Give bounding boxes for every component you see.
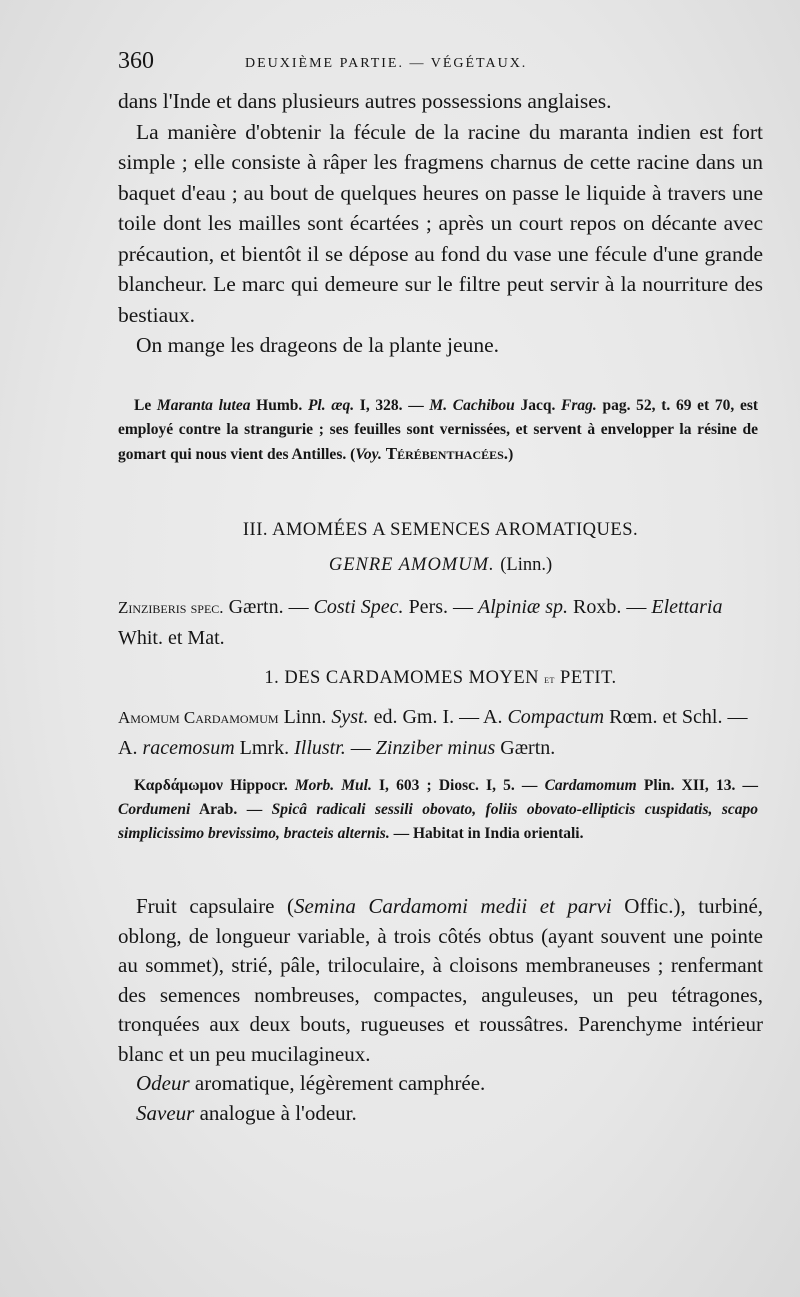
running-header: [118, 48, 758, 78]
section-heading-block: [118, 520, 763, 541]
page-number: 360: [118, 48, 154, 74]
species-synonymy: Amomum Cardamomum Linn. Syst. ed. Gm. I. — A. Compactum Rœm. et Schl. — A. racemosum Lmrk. Illustr. — Zinziber minus Gærtn.: [118, 706, 748, 759]
section-heading: III. AMOMÉES A SEMENCES AROMATIQUES.: [242, 520, 639, 540]
continuation-line: dans l'Inde et dans plusieurs autres possessions anglaises.: [118, 89, 612, 113]
species-name: Amomum Cardamomum: [118, 708, 279, 727]
genre-heading-block: [118, 555, 763, 576]
running-title: DEUXIÈME PARTIE. — VÉGÉTAUX.: [245, 56, 528, 71]
taxon-cachibou: M. Cachibou: [429, 397, 515, 414]
intro-block: [118, 86, 763, 361]
description-block: [118, 892, 763, 1128]
species-block: [118, 702, 763, 763]
paragraph-fecule: La manière d'obtenir la fécule de la racine du maranta indien est fort simple ; elle consiste à râper les fragmens charnus de cette racine dans un baquet d'eau ; au bout de quelques heures on passe le liquide à travers une toile dont les mailles sont écartées ; après un court repos on décante avec précaution, et bientôt il se dépose au fond du vase une fécule d'une grande blancheur. Le marc qui demeure sur le filtre peut servir à la nourriture des bestiaux.: [118, 119, 763, 327]
greek-name: Καρδάμωμον: [134, 777, 223, 794]
synonyms-block: [118, 592, 763, 653]
footnote-maranta: Le Maranta lutea Humb. Pl. æq. I, 328. — M. Cachibou Jacq. Frag. pag. 52, t. 69 et 70, est employé contre la strangurie ; ses feuilles sont vernissées, et servent à envelopper la résine de gomart qui nous vient des Antilles. (Voy. Térébenthacées.): [118, 397, 759, 463]
latin-diagnosis: Spicâ radicali sessili obovato, foliis obovato-ellipticis cuspidatis, scapo simplicissimo brevissimo, bracteis alternis.: [118, 801, 759, 842]
subsection-heading-block: [118, 668, 763, 689]
paragraph-fruit: Fruit capsulaire (Semina Cardamomi medii et parvi Offic.), turbiné, oblong, de longueur variable, à trois côtés obtus (ayant souvent une pointe au sommet), strié, pâle, triloculaire, à cloisons membraneuses ; renfermant des semences nombreuses, compactes, anguleuses, un peu tétragones, tronquées aux deux bouts, rugueuses et roussâtres. Parenchyme intérieur blanc et un peu mucilagineux.: [118, 894, 764, 1066]
genre-heading: GENRE AMOMUM. (Linn.): [328, 555, 553, 575]
synonyms: Zinziberis spec. Gærtn. — Costi Spec. Pers. — Alpiniæ sp. Roxb. — Elettaria Whit. et Mat.: [118, 596, 723, 649]
subsection-heading: 1. DES CARDAMOMES MOYEN et PETIT.: [264, 668, 617, 688]
taxon-maranta-lutea: Maranta lutea: [156, 397, 251, 414]
paragraph-saveur: Saveur analogue à l'odeur.: [136, 1100, 357, 1125]
footnote-cardamome: Καρδάμωμον Hippocr. Morb. Mul. I, 603 ; Diosc. I, 5. — Cardamomum Plin. XII, 13. — Cordumeni Arab. — Spicâ radicali sessili obovato, foliis obovato-ellipticis cuspidatis, scapo simplicissimo brevissimo, bracteis alternis. — Habitat in India orientali.: [118, 777, 759, 842]
paragraph-odeur: Odeur aromatique, légèrement camphrée.: [136, 1071, 486, 1095]
paragraph-drageons: On mange les drageons de la plante jeune.: [136, 333, 499, 357]
